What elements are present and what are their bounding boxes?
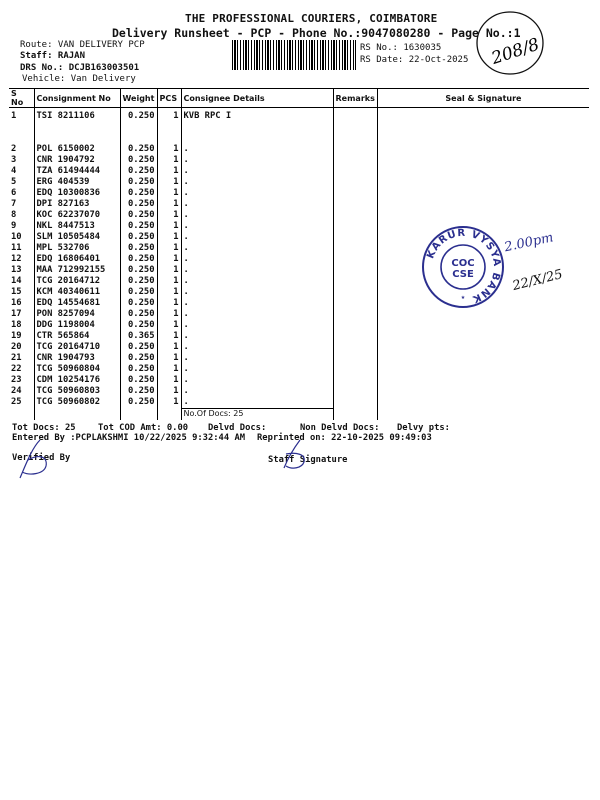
cell-pcs: 1 [157,199,181,210]
cell-sno: 10 [11,232,22,242]
cell-remarks [333,298,377,309]
cell-sno: 6 [11,188,17,198]
cell-details: . [181,265,333,276]
cell-weight: 0.250 [120,177,157,188]
route-label: Route: VAN DELIVERY PCP [20,40,145,50]
cell-remarks [333,353,377,364]
cell-weight: 0.250 [120,265,157,276]
cell-details: . [181,232,333,243]
svg-text:2.00pm: 2.00pm [503,230,555,256]
cell-sno: 18 [11,320,22,330]
cell-seal [377,397,589,409]
cell-seal [377,320,589,331]
cell-remarks [333,287,377,298]
cell-pcs: 1 [157,276,181,287]
cell-sno: 9 [11,221,17,231]
table-row [9,108,589,123]
cell-seal [377,199,589,210]
cell-weight: 0.250 [120,221,157,232]
cell-cons: TSI 8211106 [34,108,120,123]
cell-cons: CNR 1904793 [34,353,120,364]
cell-remarks [333,386,377,397]
cell-sno: 17 [11,309,22,319]
col-remarks: Remarks [333,89,377,108]
svg-text:22/X/25: 22/X/25 [511,267,565,295]
cell-details: . [181,375,333,386]
cell-details: . [181,331,333,342]
cell-pcs: 1 [157,320,181,331]
cell-cons: KCM 40340611 [34,287,120,298]
rs-no: RS No.: 1630035 [360,43,442,53]
cell-pcs: 1 [157,243,181,254]
verified-by: Verified By [12,453,71,463]
cell-seal [377,364,589,375]
cell-pcs: 1 [157,177,181,188]
cell-sno: 20 [11,342,22,352]
cell-remarks [333,364,377,375]
cell-sno: 8 [11,210,17,220]
cell-pcs: 1 [157,397,181,409]
cell-sno: 4 [11,166,17,176]
cell-sno: 1 [11,111,17,121]
table-row [9,133,589,144]
cell-cons: NKL 8447513 [34,221,120,232]
cell-pcs: 1 [157,386,181,397]
table-row [9,331,589,342]
cell-cons: TCG 50960803 [34,386,120,397]
cell-cons [34,122,120,133]
cell-cons: SLM 10505484 [34,232,120,243]
table-row [9,166,589,177]
cell-details [181,122,333,133]
cell-weight: 0.250 [120,108,157,123]
entered-by: Entered By :PCPLAKSHMI 10/22/2025 9:32:44 AM [12,433,246,443]
cell-cons [34,133,120,144]
table-row [9,188,589,199]
cell-details: . [181,320,333,331]
cell-weight: 0.365 [120,331,157,342]
cell-weight: 0.250 [120,353,157,364]
col-consignee: Consignee Details [181,89,333,108]
cell-details: . [181,298,333,309]
cell-remarks [333,397,377,409]
cell-details: . [181,166,333,177]
cell-weight: 0.250 [120,166,157,177]
col-consignment: Consignment No [34,89,120,108]
cell-details: . [181,243,333,254]
cell-pcs: 1 [157,375,181,386]
cell-weight: 0.250 [120,386,157,397]
tot-docs: Tot Docs: 25 [12,423,76,433]
tot-cod: Tot COD Amt: 0.00 [98,423,189,433]
verified-signature [8,434,58,484]
cell-pcs [157,122,181,133]
cell-weight: 0.250 [120,287,157,298]
cell-weight: 0.250 [120,243,157,254]
cell-remarks [333,177,377,188]
cell-weight: 0.250 [120,309,157,320]
cell-sno: 19 [11,331,22,341]
cell-seal [377,144,589,155]
rs-date: RS Date: 22-Oct-2025 [360,55,469,65]
cell-pcs: 1 [157,155,181,166]
cell-weight [120,133,157,144]
cell-details: . [181,276,333,287]
cell-seal [377,133,589,144]
delvy-pts: Delvy pts: [397,423,450,433]
cell-weight: 0.250 [120,320,157,331]
stamp-bank-name: KARUR VYSYA BANK [425,227,503,305]
table-row [9,199,589,210]
cell-details: . [181,287,333,298]
handwritten-time [500,224,580,260]
cell-sno: 23 [11,375,22,385]
cell-sno: 12 [11,254,22,264]
company-name: THE PROFESSIONAL COURIERS, COIMBATORE [185,12,438,25]
cell-remarks [333,122,377,133]
cell-cons: ERG 404539 [34,177,120,188]
table-row [9,144,589,155]
cell-details: . [181,210,333,221]
cell-remarks [333,133,377,144]
cell-remarks [333,309,377,320]
cell-sno: 25 [11,397,22,407]
cell-details: . [181,188,333,199]
cell-pcs: 1 [157,108,181,123]
cell-cons: EDQ 16806401 [34,254,120,265]
cell-sno: 11 [11,243,22,253]
cell-seal [377,122,589,133]
cell-remarks [333,108,377,123]
cell-weight: 0.250 [120,232,157,243]
table-row [9,342,589,353]
cell-pcs: 1 [157,188,181,199]
cell-pcs: 1 [157,342,181,353]
cell-cons: POL 6150002 [34,144,120,155]
cell-sno: 21 [11,353,22,363]
cell-sno: 15 [11,287,22,297]
cell-sno: 24 [11,386,22,396]
cell-pcs: 1 [157,232,181,243]
cell-details [181,133,333,144]
cell-weight: 0.250 [120,199,157,210]
cell-details: . [181,144,333,155]
table-row [9,364,589,375]
cell-cons: KOC 62237070 [34,210,120,221]
cell-sno: 16 [11,298,22,308]
cell-weight: 0.250 [120,397,157,409]
cell-cons: MAA 712992155 [34,265,120,276]
cell-sno [9,122,34,133]
delvd-docs: Delvd Docs: [208,423,267,433]
cell-details: . [181,364,333,375]
handwritten-date [508,262,578,298]
cell-pcs: 1 [157,309,181,320]
cell-pcs: 1 [157,298,181,309]
cell-pcs: 1 [157,364,181,375]
cell-pcs: 1 [157,331,181,342]
cell-seal [377,108,589,123]
cell-seal [377,210,589,221]
cell-pcs: 1 [157,353,181,364]
staff-label: Staff: RAJAN [20,51,86,61]
cell-remarks [333,166,377,177]
cell-pcs: 1 [157,210,181,221]
cell-sno: 2 [11,144,17,154]
cell-remarks [333,221,377,232]
cell-weight: 0.250 [120,298,157,309]
cell-sno: 3 [11,155,17,165]
cell-details: . [181,309,333,320]
cell-remarks [333,375,377,386]
cell-weight [120,122,157,133]
cell-remarks [333,265,377,276]
cell-weight: 0.250 [120,276,157,287]
drs-label: DRS No.: DCJB163003501 [20,63,140,73]
cell-remarks [333,199,377,210]
cell-details: KVB RPC I [181,108,333,123]
table-header [9,89,589,108]
cell-weight: 0.250 [120,155,157,166]
cell-seal [377,177,589,188]
cell-cons: MPL 532706 [34,243,120,254]
cell-cons: CDM 10254176 [34,375,120,386]
cell-cons: TCG 20164710 [34,342,120,353]
cell-seal [377,166,589,177]
cell-details: . [181,199,333,210]
cell-details: . [181,177,333,188]
cell-sno: 5 [11,177,17,187]
cell-seal [377,353,589,364]
col-weight: Weight [120,89,157,108]
cell-sno: 22 [11,364,22,374]
table-row [9,155,589,166]
cell-cons: TCG 20164712 [34,276,120,287]
cell-remarks [333,155,377,166]
runsheet-title: Delivery Runsheet - PCP - Phone No.:9047080280 - Page No.:1 [112,26,521,40]
cell-remarks [333,276,377,287]
cell-seal [377,375,589,386]
table-row [9,210,589,221]
cell-remarks [333,320,377,331]
cell-weight: 0.250 [120,375,157,386]
cell-pcs: 1 [157,287,181,298]
stamp-line1: COC [451,258,475,269]
stamp-line2: CSE [452,269,474,280]
vehicle-label: Vehicle: Van Delivery [22,74,136,84]
cell-weight: 0.250 [120,254,157,265]
cell-weight: 0.250 [120,188,157,199]
cell-pcs: 1 [157,166,181,177]
cell-details: . [181,342,333,353]
cell-details: . [181,254,333,265]
staff-signature-mark [276,436,316,472]
barcode [232,40,356,70]
cell-remarks [333,243,377,254]
table-row [9,386,589,397]
cell-pcs: 1 [157,265,181,276]
circled-note [474,8,546,78]
cell-remarks [333,254,377,265]
reprinted-on: Reprinted on: 22-10-2025 09:49:03 [257,433,432,443]
cell-weight: 0.250 [120,364,157,375]
cell-remarks [333,144,377,155]
cell-seal [377,155,589,166]
cell-details: . [181,386,333,397]
cell-cons: EDQ 10300836 [34,188,120,199]
cell-cons: DPI 827163 [34,199,120,210]
cell-cons: DDG 1198004 [34,320,120,331]
cell-weight: 0.250 [120,144,157,155]
cell-pcs: 1 [157,144,181,155]
cell-details: . [181,353,333,364]
non-delvd-docs: Non Delvd Docs: [300,423,380,433]
cell-remarks [333,210,377,221]
docs-count-row [9,409,589,421]
bank-stamp [418,222,508,312]
cell-remarks [333,232,377,243]
table-row [9,320,589,331]
col-pcs: PCS [157,89,181,108]
cell-weight: 0.250 [120,342,157,353]
cell-seal [377,386,589,397]
cell-details: . [181,397,333,409]
cell-sno: 7 [11,199,17,209]
cell-seal [377,331,589,342]
table-row [9,353,589,364]
cell-remarks [333,331,377,342]
table-row [9,375,589,386]
staff-signature: Staff Signature [268,455,348,465]
note-text: 208/8 [489,34,542,69]
cell-sno: 14 [11,276,22,286]
cell-sno [9,133,34,144]
cell-pcs: 1 [157,254,181,265]
cell-cons: EDQ 14554681 [34,298,120,309]
table-row [9,177,589,188]
cell-sno: 13 [11,265,22,275]
cell-seal [377,188,589,199]
cell-cons: TCG 50960804 [34,364,120,375]
cell-cons: TCG 50960802 [34,397,120,409]
cell-details: . [181,155,333,166]
table-row [9,397,589,409]
table-row [9,122,589,133]
cell-cons: CTR 565864 [34,331,120,342]
col-seal: Seal & Signature [377,89,589,108]
cell-details: . [181,221,333,232]
cell-remarks [333,342,377,353]
cell-remarks [333,188,377,199]
col-sno: S No [9,89,34,108]
cell-pcs: 1 [157,221,181,232]
no-of-docs: No.Of Docs: 25 [181,409,333,421]
cell-pcs [157,133,181,144]
cell-weight: 0.250 [120,210,157,221]
stamp-star-icon: ★ [460,293,466,301]
cell-cons: CNR 1904792 [34,155,120,166]
cell-cons: TZA 61494444 [34,166,120,177]
cell-seal [377,342,589,353]
cell-cons: PON 8257094 [34,309,120,320]
